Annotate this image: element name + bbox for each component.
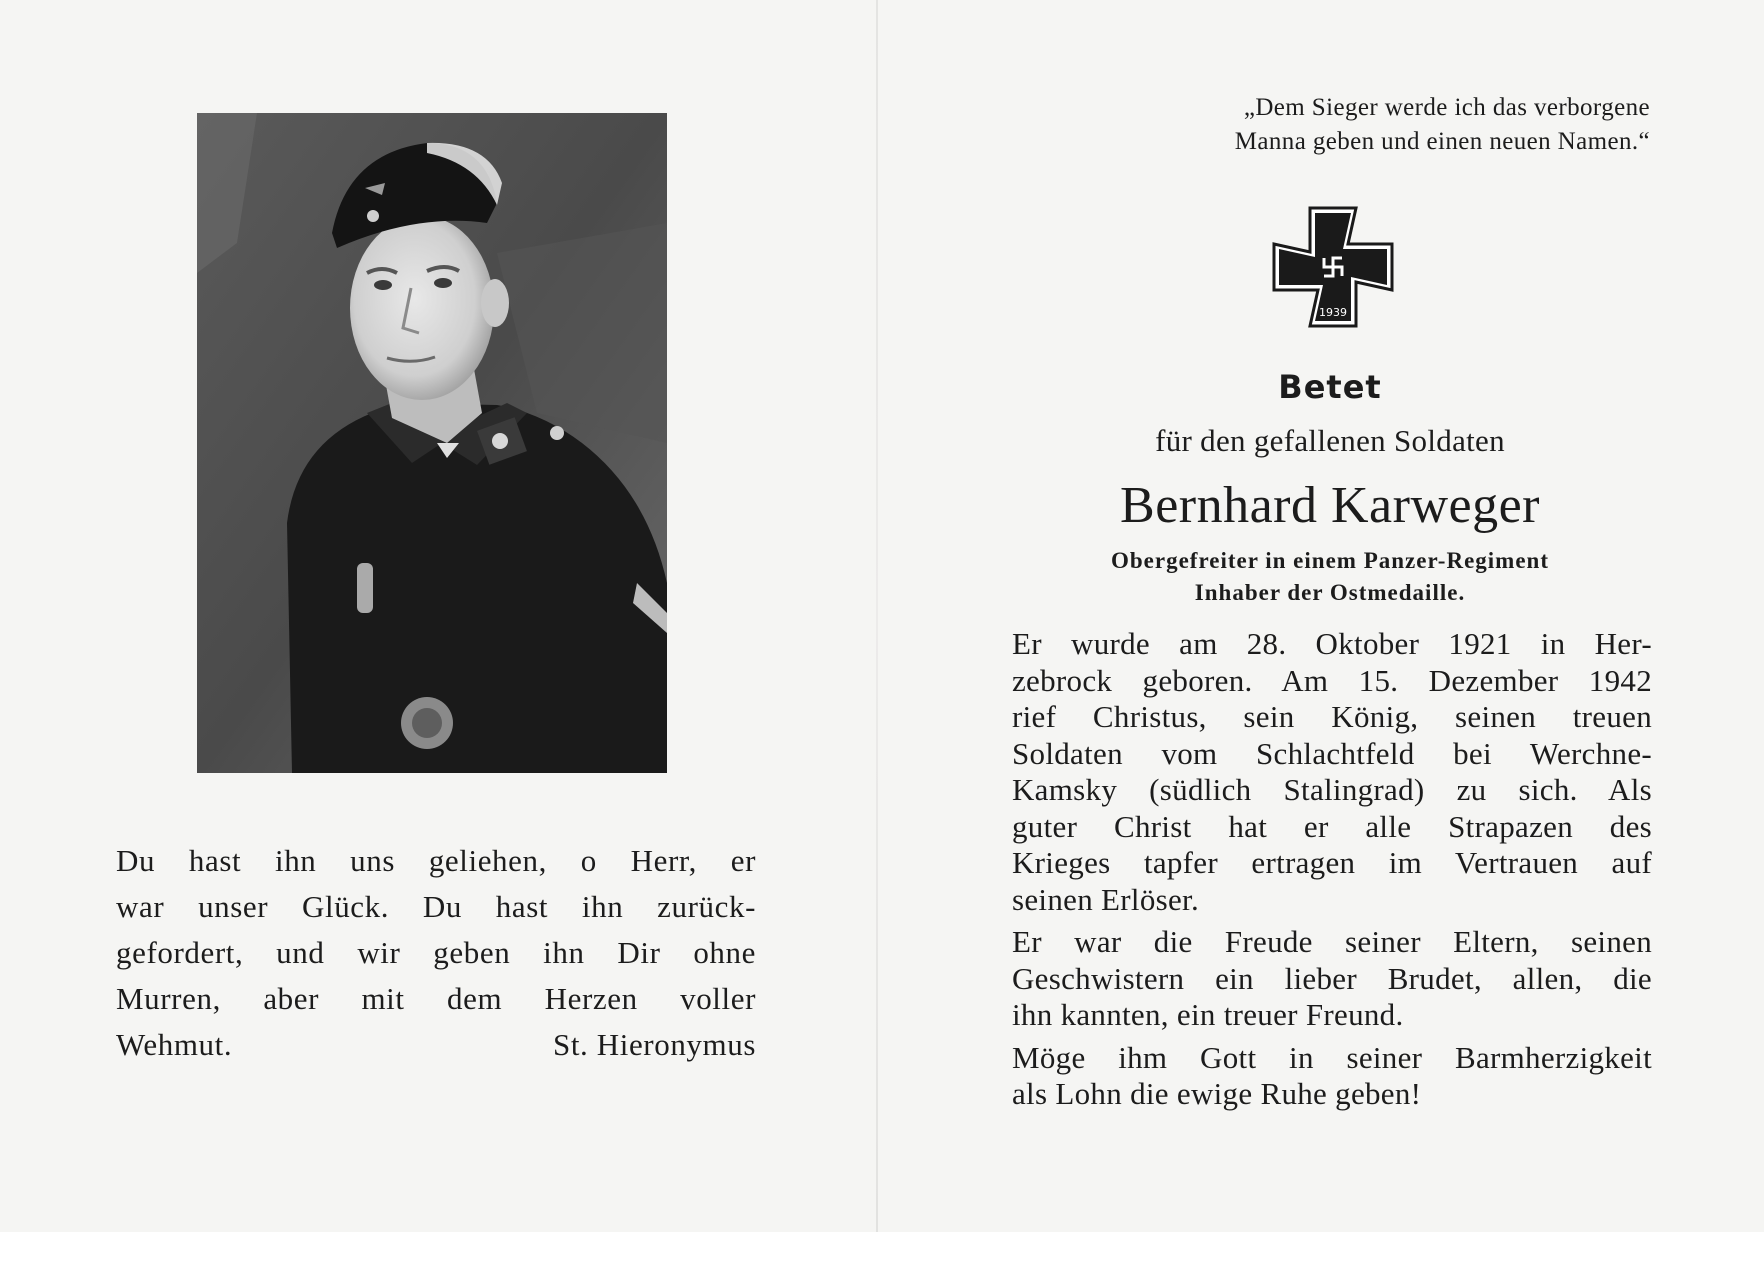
motto-line: Manna geben und einen neuen Namen.“ [1234,128,1650,155]
bio-line: ihn kannten, ein treuer Freund. [1012,997,1404,1032]
bio-line: Krieges tapfer ertragen im Vertrauen auf [1012,845,1652,880]
bio-line: Möge ihm Gott in seiner Barmherzigkeit [1012,1039,1652,1075]
bio-line: Kamsky (südlich Stalingrad) zu sich. Als [1012,772,1652,807]
scripture-motto [1030,91,1650,159]
soldier-portrait-photo [197,113,667,773]
verse-last-row [116,1022,756,1068]
bio-line: rief Christus, sein König, seinen treuen [1012,699,1652,734]
bio-line: als Lohn die ewige Ruhe geben! [1012,1076,1422,1111]
bio-line: zebrock geboren. Am 15. Dezember 1942 [1012,662,1652,698]
rank-line: Obergefreiter in einem Panzer-Regiment [1110,548,1549,573]
soldier-rank [1000,545,1660,609]
iron-cross-icon [1272,206,1394,328]
verse-line: Du hast ihn uns geliehen, o Herr, er [116,843,756,878]
bio-line: guter Christ hat er alle Strapazen des [1012,808,1652,844]
cross-year: 1939 [1319,306,1347,319]
bio-paragraph-1 [1012,626,1652,918]
prayer-heading: Betet [1278,368,1382,406]
bio-line: Geschwistern ein lieber Brudet, allen, die [1012,960,1652,996]
card-fold [876,0,878,1232]
rank-line: Inhaber der Ostmedaille. [1194,580,1466,605]
verse-line: Wehmut. [116,1027,233,1062]
verse-attribution: St. Hieronymus [552,1027,756,1062]
soldier-name: Bernhard Karweger [1120,477,1540,534]
bio-paragraph-3 [1012,1040,1652,1113]
bio-line: seinen Erlöser. [1012,881,1200,917]
verse-line: war unser Glück. Du hast ihn zurück- [116,889,756,924]
portrait-illustration [197,113,667,773]
prayer-subheading: für den gefallenen Soldaten [1155,423,1505,458]
bio-line: Er wurde am 28. Oktober 1921 in Her- [1012,626,1652,661]
memorial-verse [116,838,756,1068]
bio-line: Soldaten vom Schlachtfeld bei Werchne- [1012,735,1652,771]
verse-line: Murren, aber mit dem Herzen voller [116,981,756,1016]
bio-line: Er war die Freude seiner Eltern, seinen [1012,924,1652,959]
biography [1012,626,1652,1119]
bio-paragraph-2 [1012,924,1652,1034]
motto-line: „Dem Sieger werde ich das verborgene [1243,94,1650,121]
verse-line: gefordert, und wir geben ihn Dir ohne [116,935,756,970]
